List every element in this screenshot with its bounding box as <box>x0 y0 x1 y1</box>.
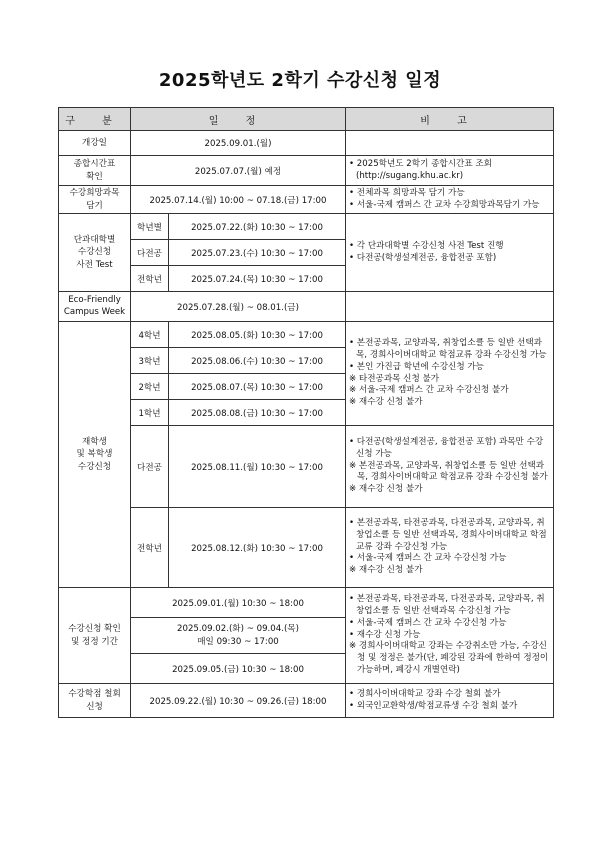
row-date: 2025.07.28.(월) ~ 08.01.(금) <box>131 292 346 322</box>
note: • 경희사이버대학교 강좌 수강 철회 불가 <box>349 688 501 699</box>
note: • 본인 가진급 학년에 수강신청 가능 <box>349 361 484 372</box>
row-label: 수강희망과목 담기 <box>59 186 131 214</box>
row-notes <box>346 214 554 292</box>
row-date: 2025.09.01.(월) <box>131 131 346 156</box>
row-date: 2025.08.06.(수) 10:30 ~ 17:00 <box>169 348 346 374</box>
note: ※ 재수강 신청 불가 <box>349 565 423 576</box>
header-category: 구 분 <box>59 108 131 131</box>
row-enroll <box>59 426 554 508</box>
row-date: 2025.08.11.(월) 10:30 ~ 17:00 <box>169 426 346 508</box>
row-sub: 1학년 <box>131 400 169 426</box>
row-label: Eco-Friendly Campus Week <box>59 292 131 322</box>
row-date: 2025.07.07.(월) 예정 <box>131 156 346 186</box>
note: • 서울-국제 캠퍼스 간 교차 수강신청 가능 <box>349 553 507 564</box>
page-title: 2025학년도 2학기 수강신청 일정 <box>158 70 442 91</box>
note: • 각 단과대학별 수강신청 사전 Test 진행 <box>349 240 504 251</box>
row-withdraw <box>59 684 554 718</box>
note: • 본전공과목, 타전공과목, 다전공과목, 교양과목, 취창업소클 등 일반 선택과목, 경희사이버대학교 학점교류 강좌 수강신청 가능 <box>349 517 547 552</box>
row-date: 2025.07.24.(목) 10:30 ~ 17:00 <box>169 266 346 292</box>
row-sub: 전학년 <box>131 508 169 588</box>
note: ※ 본전공과목, 교양과목, 취창업소클 등 일반 선택과목, 경희사이버대학교 학점교류 강좌 수강신청 불가 <box>349 460 548 483</box>
note: • 서울-국제 캠퍼스 간 교차 수강희망과목담기 가능 <box>349 199 540 210</box>
row-sub: 4학년 <box>131 322 169 348</box>
note: • 본전공과목, 타전공과목, 다전공과목, 교양과목, 취창업소클 등 일반 선택과목 수강신청 가능 <box>349 593 545 616</box>
row-date: 2025.08.05.(화) 10:30 ~ 17:00 <box>169 322 346 348</box>
row-adjust <box>59 588 554 618</box>
row-sub: 다전공 <box>131 240 169 266</box>
row-eco <box>59 292 554 322</box>
row-date: 2025.09.05.(금) 10:30 ~ 18:00 <box>131 654 346 684</box>
row-notes <box>346 426 554 508</box>
row-notes <box>346 322 554 426</box>
row-label: 수강신청 확인 및 정정 기간 <box>59 588 131 684</box>
row-test <box>59 214 554 240</box>
row-date: 2025.07.23.(수) 10:30 ~ 17:00 <box>169 240 346 266</box>
row-label: 개강일 <box>59 131 131 156</box>
row-date: 2025.08.07.(목) 10:30 ~ 17:00 <box>169 374 346 400</box>
note: • 다전공(학생설계전공, 융합전공 포함) <box>349 252 497 263</box>
row-sub: 전학년 <box>131 266 169 292</box>
note: • 외국인교환학생/학점교류생 수강 철회 불가 <box>349 700 518 711</box>
note: ※ 경희사이버대학교 강좌는 수강취소만 가능, 수강신청 및 정정은 불가(단, 폐강된 강좌에 한하여 정정이 가능하며, 폐강시 개별연락) <box>349 641 549 676</box>
schedule-table <box>58 107 554 718</box>
row-notes <box>346 292 554 322</box>
header-remarks: 비 고 <box>346 108 554 131</box>
note: • 서울-국제 캠퍼스 간 교차 수강신청 가능 <box>349 617 507 628</box>
row-wish <box>59 186 554 214</box>
row-label: 단과대학별 수강신청 사전 Test <box>59 214 131 292</box>
row-label: 재학생 및 복학생 수강신청 <box>59 322 131 588</box>
row-date: 2025.07.14.(월) 10:00 ~ 07.18.(금) 17:00 <box>131 186 346 214</box>
note: • 본전공과목, 교양과목, 취창업소클 등 일반 선택과목, 경희사이버대학교 학점교류 강좌 수강신청 가능 <box>349 337 547 360</box>
note: • 다전공(학생설계전공, 융합전공 포함) 과목만 수강신청 가능 <box>349 436 544 459</box>
row-sub: 3학년 <box>131 348 169 374</box>
row-sub: 학년별 <box>131 214 169 240</box>
header-schedule: 일 정 <box>131 108 346 131</box>
note: • 재수강 신청 가능 <box>349 629 421 640</box>
row-enroll <box>59 322 554 348</box>
row-enroll <box>59 508 554 588</box>
note: • 2025학년도 2학기 종합시간표 조회 <box>349 158 492 169</box>
row-date: 2025.07.22.(화) 10:30 ~ 17:00 <box>169 214 346 240</box>
note: ※ 재수강 신청 불가 <box>349 484 423 495</box>
row-timetable <box>59 156 554 186</box>
row-notes <box>346 588 554 684</box>
row-open <box>59 131 554 156</box>
table-header-row <box>59 108 554 131</box>
row-date: 2025.09.02.(화) ~ 09.04.(목) 매일 09:30 ~ 17:00 <box>131 618 346 654</box>
row-notes <box>346 186 554 214</box>
row-label: 수강학점 철회 신청 <box>59 684 131 718</box>
note: ※ 재수강 신청 불가 <box>349 397 423 408</box>
row-notes <box>346 684 554 718</box>
row-date: 2025.08.08.(금) 10:30 ~ 17:00 <box>169 400 346 426</box>
row-date: 2025.09.22.(월) 10:30 ~ 09.26.(금) 18:00 <box>131 684 346 718</box>
row-notes <box>346 131 554 156</box>
row-date: 2025.09.01.(월) 10:30 ~ 18:00 <box>131 588 346 618</box>
note: ※ 서울-국제 캠퍼스 간 교차 수강신청 불가 <box>349 385 509 396</box>
note-url: (http://sugang.khu.ac.kr) <box>356 170 464 181</box>
row-date: 2025.08.12.(화) 10:30 ~ 17:00 <box>169 508 346 588</box>
row-label: 종합시간표 확인 <box>59 156 131 186</box>
note: • 전체과목 희망과목 담기 가능 <box>349 187 465 198</box>
row-sub: 다전공 <box>131 426 169 508</box>
row-sub: 2학년 <box>131 374 169 400</box>
row-notes <box>346 508 554 588</box>
row-notes <box>346 156 554 186</box>
note: ※ 타전공과목 신청 불가 <box>349 373 440 384</box>
